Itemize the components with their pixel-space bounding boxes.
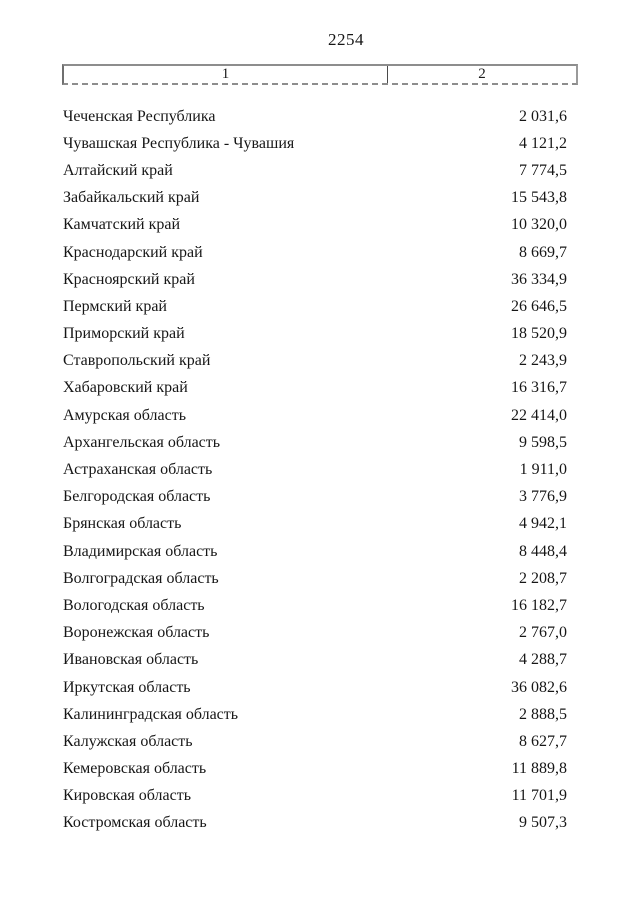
region-value: 4 288,7 <box>519 651 567 669</box>
table-row <box>63 429 567 456</box>
table-row <box>63 620 567 647</box>
region-name: Вологодская область <box>63 596 205 614</box>
table-row <box>63 293 567 320</box>
region-value: 2 243,9 <box>519 352 567 370</box>
region-name: Ставропольский край <box>63 352 211 370</box>
region-value: 2 031,6 <box>519 107 567 125</box>
table-row <box>63 456 567 483</box>
region-value: 8 669,7 <box>519 243 567 261</box>
region-name: Приморский край <box>63 325 185 343</box>
region-name: Пермский край <box>63 297 167 315</box>
table-row <box>63 592 567 619</box>
table-row <box>63 756 567 783</box>
table-row <box>63 484 567 511</box>
region-value: 4 121,2 <box>519 134 567 152</box>
region-value: 2 208,7 <box>519 569 567 587</box>
region-value: 18 520,9 <box>511 325 567 343</box>
region-name: Кировская область <box>63 787 192 805</box>
region-name: Калининградская область <box>63 705 239 723</box>
region-value: 1 911,0 <box>519 461 567 479</box>
table-row <box>63 674 567 701</box>
table-row <box>63 511 567 538</box>
table-row <box>63 538 567 565</box>
region-value: 7 774,5 <box>519 161 567 179</box>
region-name: Архангельская область <box>63 433 221 451</box>
region-value: 4 942,1 <box>519 515 567 533</box>
region-name: Калужская область <box>63 732 193 750</box>
region-value: 2 767,0 <box>519 624 567 642</box>
table-row <box>63 130 567 157</box>
region-name: Забайкальский край <box>63 189 200 207</box>
table-row <box>63 701 567 728</box>
region-name: Кемеровская область <box>63 760 207 778</box>
region-value: 36 334,9 <box>511 270 567 288</box>
region-value: 15 543,8 <box>511 189 567 207</box>
table-row <box>63 810 567 837</box>
region-name: Костромская область <box>63 814 207 832</box>
region-name: Ивановская область <box>63 651 199 669</box>
region-value: 16 316,7 <box>511 379 567 397</box>
region-value: 2 888,5 <box>519 705 567 723</box>
region-name: Амурская область <box>63 406 186 424</box>
region-name: Камчатский край <box>63 216 181 234</box>
region-name: Астраханская область <box>63 461 213 479</box>
table-row <box>63 212 567 239</box>
region-name: Чеченская Республика <box>63 107 216 125</box>
region-value: 36 082,6 <box>511 678 567 696</box>
table-header-col-2: 2 <box>478 66 486 82</box>
region-value: 3 776,9 <box>519 488 567 506</box>
table-row <box>63 185 567 212</box>
table-row <box>63 783 567 810</box>
region-name: Красноярский край <box>63 270 195 288</box>
table-header <box>62 64 578 85</box>
region-value: 9 507,3 <box>519 814 567 832</box>
table-row <box>63 103 567 130</box>
region-name: Хабаровский край <box>63 379 188 397</box>
region-name: Воронежская область <box>63 624 210 642</box>
region-name: Владимирская область <box>63 542 218 560</box>
table-row <box>63 266 567 293</box>
region-name: Белгородская область <box>63 488 211 506</box>
region-name: Алтайский край <box>63 161 173 179</box>
table-row <box>63 239 567 266</box>
table-row <box>63 375 567 402</box>
region-value: 10 320,0 <box>511 216 567 234</box>
region-value: 22 414,0 <box>511 406 567 424</box>
table-row <box>63 728 567 755</box>
region-name: Волгоградская область <box>63 569 219 587</box>
region-name: Чувашская Республика - Чувашия <box>63 134 295 152</box>
region-value: 11 701,9 <box>511 787 567 805</box>
region-value: 26 646,5 <box>511 297 567 315</box>
region-value: 8 448,4 <box>519 542 567 560</box>
region-value: 11 889,8 <box>511 760 567 778</box>
table-row <box>63 157 567 184</box>
region-table-body <box>63 103 567 837</box>
table-row <box>63 647 567 674</box>
table-row <box>63 565 567 592</box>
region-value: 16 182,7 <box>511 596 567 614</box>
region-value: 9 598,5 <box>519 433 567 451</box>
table-row <box>63 321 567 348</box>
page-number: 2254 <box>328 30 364 49</box>
region-name: Иркутская область <box>63 678 191 696</box>
region-value: 8 627,7 <box>519 732 567 750</box>
region-name: Краснодарский край <box>63 243 203 261</box>
table-header-col-1: 1 <box>64 66 388 83</box>
table-row <box>63 402 567 429</box>
region-name: Брянская область <box>63 515 182 533</box>
table-row <box>63 348 567 375</box>
